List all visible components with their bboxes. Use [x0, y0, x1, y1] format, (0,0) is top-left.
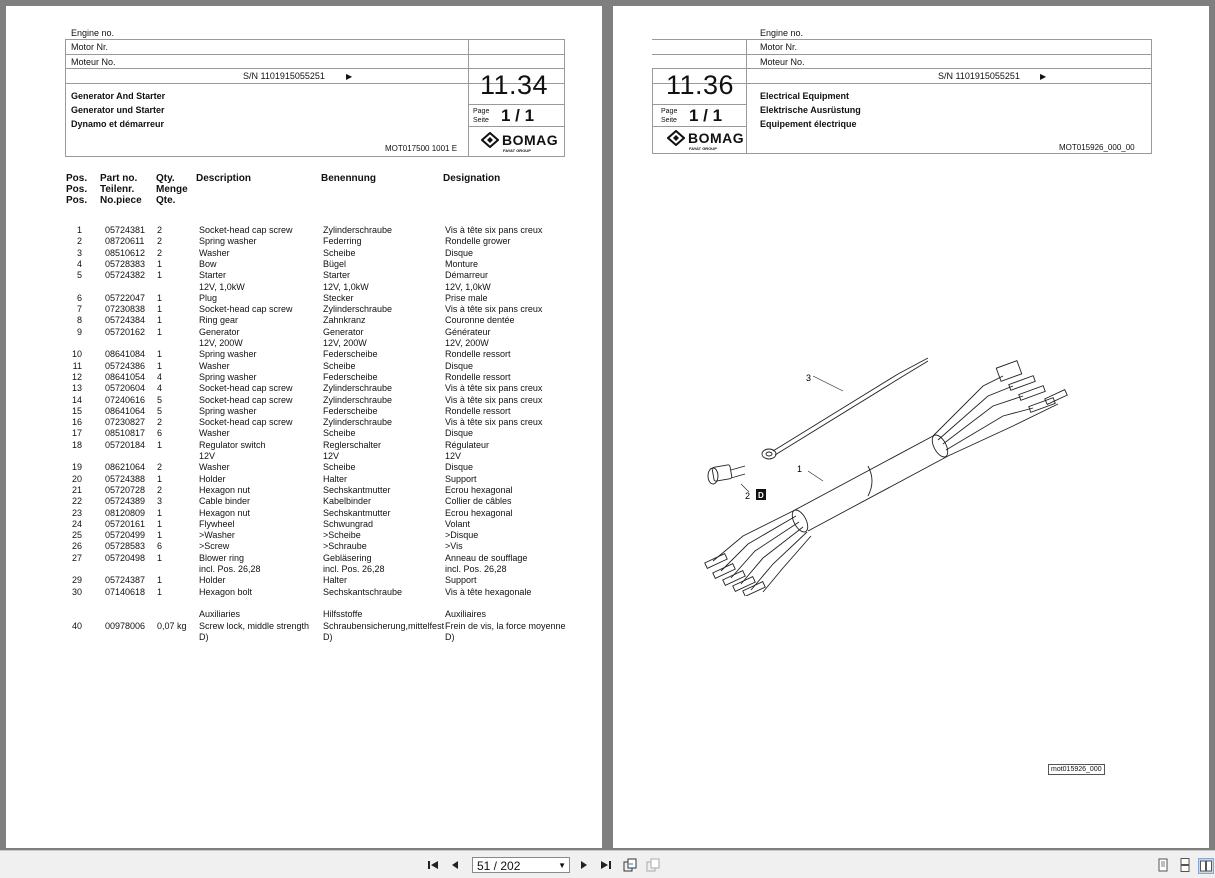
- cell-des: >Disque: [445, 530, 479, 541]
- cell-des: Ecrou hexagonal: [445, 484, 513, 495]
- cell-qty: 1: [157, 258, 163, 269]
- cell-qty: 1: [157, 575, 163, 586]
- cell-part: 08641064: [105, 405, 146, 416]
- divider: [65, 156, 565, 157]
- cell-part: 07230838: [105, 304, 146, 315]
- pin-terminal: [705, 554, 727, 569]
- cell-desc: Starter: [199, 270, 227, 281]
- cell-ben: >Scheibe: [323, 530, 361, 541]
- cell-ben: 12V, 200W: [323, 338, 367, 348]
- cell-desc: incl. Pos. 26,28: [199, 564, 261, 574]
- cell-part: 05724381: [105, 225, 146, 235]
- cell-desc: Hexagon nut: [199, 507, 251, 518]
- cell-qty: 2: [157, 462, 163, 473]
- cell-desc: Hexagon bolt: [199, 586, 253, 597]
- cell-qty: 1: [157, 315, 163, 326]
- cell-des: Régulateur: [445, 439, 490, 450]
- divider: [652, 68, 1152, 69]
- cell-qty: 6: [157, 428, 163, 439]
- cell-desc: Washer: [199, 247, 230, 258]
- col-header-benennung: Benennung: [321, 173, 376, 184]
- cell-ben: 12V, 1,0kW: [323, 281, 369, 292]
- cell-qty: 1: [157, 360, 163, 371]
- cell-desc: Plug: [199, 292, 218, 303]
- cell-part: 08120809: [105, 507, 146, 518]
- cell-ben: Federscheibe: [323, 349, 378, 360]
- chevron-down-icon: ▼: [558, 861, 566, 870]
- cell-desc: Socket-head cap screw: [199, 304, 293, 315]
- bomag-diamond-icon: [667, 130, 685, 146]
- cell-pos: 29: [71, 575, 82, 586]
- cell-ben: Scheibe: [323, 428, 356, 439]
- cell-des: Vis à tête six pans creux: [445, 383, 543, 394]
- bomag-diamond-icon: [481, 132, 499, 148]
- cell-qty: 1: [157, 439, 163, 450]
- cell-des: D): [445, 631, 455, 642]
- cell-des: Rondelle grower: [445, 236, 511, 247]
- cell-qty: 1: [157, 326, 163, 337]
- cell-part: 07230827: [105, 417, 146, 428]
- cell-desc: Blower ring: [199, 552, 245, 563]
- cell-des: Démarreur: [445, 270, 489, 281]
- callout-2: 2: [745, 491, 751, 501]
- cell-desc: Bow: [199, 258, 217, 269]
- cell-des: Auxiliaires: [445, 609, 487, 620]
- cell-qty: 6: [157, 541, 163, 552]
- cell-ben: Generator: [323, 326, 364, 337]
- cell-qty: 3: [157, 496, 163, 507]
- cell-qty: 1: [157, 507, 163, 518]
- cell-ben: Sechskantmutter: [323, 507, 391, 518]
- divider: [65, 39, 565, 40]
- cell-desc: Washer: [199, 462, 230, 473]
- cell-pos: 9: [76, 326, 82, 337]
- cell-pos: 1: [76, 225, 82, 235]
- col-header-designation: Designation: [443, 173, 501, 184]
- serial-number: S/N 1101915055251: [243, 71, 325, 81]
- cell-pos: 20: [71, 473, 82, 484]
- divider: [652, 153, 1152, 154]
- cell-des: Disque: [445, 247, 474, 258]
- cell-part: 05720184: [105, 439, 146, 450]
- title-fr: Equipement électrique: [760, 119, 857, 129]
- cell-part: 05724387: [105, 575, 146, 586]
- cell-part: 05720498: [105, 552, 146, 563]
- cell-qty: 1: [157, 530, 163, 541]
- cell-pos: 22: [71, 496, 82, 507]
- cell-qty: 5: [157, 394, 163, 405]
- cell-des: Anneau de soufflage: [445, 552, 528, 563]
- first-page-icon[interactable]: [426, 858, 440, 872]
- cell-desc: Spring washer: [199, 236, 257, 247]
- cell-qty: 1: [157, 586, 163, 597]
- cell-part: 08720611: [105, 236, 145, 247]
- cell-des: Support: [445, 473, 477, 484]
- cell-qty: 1: [157, 518, 163, 529]
- cell-desc: >Screw: [199, 541, 230, 552]
- cell-desc: Ring gear: [199, 315, 239, 326]
- cell-part: 05720728: [105, 484, 146, 495]
- cell-des: Frein de vis, la force moyenne: [445, 620, 566, 631]
- cell-qty: 2: [157, 236, 163, 247]
- cell-part: 07140618: [105, 586, 146, 597]
- single-page-view-icon[interactable]: [1156, 858, 1170, 872]
- cell-pos: 26: [71, 541, 82, 552]
- divider: [652, 68, 653, 154]
- serial-arrow-icon: ▶: [346, 72, 353, 81]
- cell-desc: Generator: [199, 326, 240, 337]
- cell-desc: Socket-head cap screw: [199, 417, 293, 428]
- harness-sleeve: [793, 436, 933, 511]
- title-en: Generator And Starter: [71, 91, 166, 101]
- cell-qty: 4: [157, 371, 163, 382]
- cell-ben: Sechskantschraube: [323, 586, 403, 597]
- cell-ben: Halter: [323, 575, 348, 586]
- cell-pos: 23: [71, 507, 82, 518]
- cell-des: Vis à tête six pans creux: [445, 304, 543, 315]
- cell-part: 08510817: [105, 428, 146, 439]
- cell-ben: Zylinderschraube: [323, 394, 393, 405]
- left-page: [6, 6, 602, 848]
- page-label: Page: [473, 108, 490, 115]
- cell-qty: 1: [157, 292, 163, 303]
- cell-desc: >Washer: [199, 530, 235, 541]
- cell-desc: Auxiliaries: [199, 609, 241, 620]
- cell-des: 12V: [445, 451, 462, 461]
- cell-ben: Hilfsstoffe: [323, 609, 363, 620]
- figure-code: mot015926_000: [1048, 764, 1105, 775]
- cell-des: Support: [445, 575, 477, 586]
- cell-pos: 4: [76, 258, 82, 269]
- divider: [1151, 39, 1152, 154]
- cell-pos: 6: [76, 292, 82, 303]
- cell-desc: Cable binder: [199, 496, 251, 507]
- divider: [468, 126, 565, 127]
- divider: [564, 39, 565, 157]
- continuous-view-icon[interactable]: [1178, 858, 1192, 872]
- cell-pos: 21: [71, 484, 82, 495]
- divider: [65, 54, 565, 55]
- cell-ben: incl. Pos. 26,28: [323, 564, 385, 574]
- divider: [652, 54, 1152, 55]
- callout-d: D: [758, 491, 764, 500]
- doc-code: MOT017500 1001 E: [385, 144, 458, 153]
- cell-ben: Gebläsering: [323, 552, 372, 563]
- cell-qty: 0,07 kg: [157, 620, 187, 631]
- motor-nr-label: Motor Nr.: [760, 42, 798, 52]
- col-header-part: Part no. Teilenr. No.piece: [100, 173, 142, 206]
- cell-qty: 2: [157, 484, 163, 495]
- divider: [468, 39, 469, 69]
- callout-3: 3: [806, 373, 812, 383]
- cell-pos: 24: [71, 518, 82, 529]
- cell-ben: >Schraube: [323, 541, 367, 552]
- cell-des: Vis à tête six pans creux: [445, 225, 543, 235]
- cell-ben: D): [323, 631, 333, 642]
- cell-pos: 2: [76, 236, 82, 247]
- cell-pos: 25: [71, 530, 82, 541]
- engine-no-label: Engine no.: [71, 28, 115, 38]
- cell-ben: Stecker: [323, 292, 354, 303]
- cell-ben: Starter: [323, 270, 351, 281]
- cell-pos: 14: [71, 394, 82, 405]
- divider: [65, 68, 565, 69]
- page-count: 1 / 1: [689, 106, 723, 125]
- cell-ben: Zahnkranz: [323, 315, 366, 326]
- cell-qty: 1: [157, 270, 163, 281]
- cell-ben: Halter: [323, 473, 348, 484]
- cell-desc: Spring washer: [199, 371, 257, 382]
- ring-terminal: [762, 449, 776, 459]
- cell-pos: 8: [76, 315, 82, 326]
- cell-desc: D): [199, 631, 209, 642]
- title-de: Generator und Starter: [71, 105, 165, 115]
- wiring-harness-diagram: [683, 346, 1083, 596]
- cell-des: Vis à tête six pans creux: [445, 417, 543, 428]
- cell-pos: 18: [71, 439, 82, 450]
- col-header-description: Description: [196, 173, 252, 184]
- cell-desc: Socket-head cap screw: [199, 383, 293, 394]
- col-header-qty: Qty. Menge Qte.: [156, 173, 188, 206]
- cell-ben: Scheibe: [323, 247, 356, 258]
- page-indicator: 51 / 202: [477, 859, 521, 873]
- cell-ben: 12V: [323, 451, 340, 461]
- cell-ben: Zylinderschraube: [323, 383, 393, 394]
- cell-des: Ecrou hexagonal: [445, 507, 513, 518]
- logo-subtext: FAYAT GROUP: [503, 148, 531, 153]
- title-de: Elektrische Ausrüstung: [760, 105, 861, 115]
- cell-desc: 12V, 1,0kW: [199, 281, 245, 292]
- viewer-toolbar: [0, 850, 1215, 878]
- cell-qty: 4: [157, 383, 163, 394]
- cell-part: 05728583: [105, 541, 146, 552]
- cell-pos: 27: [71, 552, 82, 563]
- cell-desc: Socket-head cap screw: [199, 394, 293, 405]
- cell-pos: 40: [71, 620, 82, 631]
- cell-des: Disque: [445, 360, 474, 371]
- cell-desc: 12V: [199, 451, 216, 461]
- cell-ben: Scheibe: [323, 360, 356, 371]
- cell-desc: Holder: [199, 575, 226, 586]
- serial-number: S/N 1101915055251: [938, 71, 1020, 81]
- cell-pos: 16: [71, 417, 82, 428]
- cell-qty: 1: [157, 473, 163, 484]
- cell-ben: Bügel: [323, 258, 347, 269]
- section-number: 11.34: [480, 70, 549, 100]
- cell-ben: Zylinderschraube: [323, 417, 393, 428]
- cell-pos: 11: [72, 360, 82, 371]
- divider: [652, 39, 1152, 40]
- logo-subtext: FAYAT GROUP: [689, 146, 717, 151]
- page-label: Page: [661, 108, 678, 115]
- cell-pos: 30: [71, 586, 82, 597]
- cell-desc: Spring washer: [199, 349, 257, 360]
- serial-arrow-icon: ▶: [1040, 72, 1047, 81]
- cell-des: >Vis: [445, 541, 463, 552]
- cell-part: 05728383: [105, 258, 146, 269]
- cell-part: 05724386: [105, 360, 146, 371]
- cell-desc: Screw lock, middle strength: [199, 620, 310, 631]
- cell-ben: Federscheibe: [323, 371, 378, 382]
- logo-text: BOMAG: [502, 132, 559, 148]
- cell-part: 05724384: [105, 315, 146, 326]
- bomag-logo: [481, 132, 559, 153]
- seite-label: Seite: [661, 117, 677, 124]
- moteur-no-label: Moteur No.: [71, 57, 116, 67]
- cell-desc: Socket-head cap screw: [199, 225, 293, 235]
- cell-part: 05720162: [105, 326, 146, 337]
- cell-qty: 2: [157, 247, 163, 258]
- flat-connector: [996, 361, 1021, 382]
- cell-part: 08621064: [105, 462, 146, 473]
- cell-desc: Hexagon nut: [199, 484, 251, 495]
- rotate-icon[interactable]: [623, 858, 637, 872]
- cell-qty: 1: [157, 552, 163, 563]
- divider: [746, 39, 747, 154]
- cell-qty: 1: [157, 349, 163, 360]
- cell-ben: Sechskantmutter: [323, 484, 391, 495]
- cell-qty: 1: [157, 304, 163, 315]
- cell-desc: Washer: [199, 360, 230, 371]
- engine-no-label: Engine no.: [760, 28, 804, 38]
- fit-icon[interactable]: [646, 858, 660, 872]
- cell-des: Couronne dentée: [445, 315, 515, 326]
- cell-ben: Schraubensicherung,mittelfest: [323, 620, 445, 631]
- cell-part: 05720604: [105, 383, 146, 394]
- cell-des: Rondelle ressort: [445, 371, 511, 382]
- cell-pos: 17: [71, 428, 82, 439]
- divider: [65, 39, 66, 157]
- cell-part: 07240616: [105, 394, 146, 405]
- cell-pos: 15: [71, 405, 82, 416]
- two-page-view-icon[interactable]: [1198, 858, 1214, 874]
- section-number: 11.36: [666, 70, 735, 100]
- cell-ben: Reglerschalter: [323, 439, 382, 450]
- logo-text: BOMAG: [688, 130, 745, 146]
- divider: [652, 104, 747, 105]
- cell-ben: Scheibe: [323, 462, 356, 473]
- cell-part: 05720161: [105, 518, 146, 529]
- cell-des: Disque: [445, 428, 474, 439]
- cell-ben: Schwungrad: [323, 518, 374, 529]
- connector-plug: [712, 465, 732, 482]
- col-header-pos: Pos. Pos. Pos.: [66, 173, 88, 206]
- cell-ben: Federring: [323, 236, 362, 247]
- prev-page-icon[interactable]: [448, 858, 462, 872]
- cell-des: Volant: [445, 518, 471, 529]
- callout-1: 1: [797, 464, 803, 474]
- cell-ben: Zylinderschraube: [323, 225, 393, 235]
- cell-part: 05724388: [105, 473, 146, 484]
- cell-desc: Flywheel: [199, 518, 235, 529]
- cell-part: 08641054: [105, 371, 146, 382]
- cell-qty: 5: [157, 405, 163, 416]
- cell-part: 08510612: [105, 247, 146, 258]
- cell-part: 05722047: [105, 292, 146, 303]
- next-page-icon[interactable]: [577, 858, 591, 872]
- cell-pos: 19: [71, 462, 82, 473]
- cell-desc: Spring washer: [199, 405, 257, 416]
- title-fr: Dynamo et démarreur: [71, 119, 165, 129]
- cell-des: Prise male: [445, 292, 488, 303]
- cell-ben: Federscheibe: [323, 405, 378, 416]
- cell-qty: 2: [157, 225, 163, 235]
- cell-pos: 13: [71, 383, 82, 394]
- cell-des: 12V, 200W: [445, 338, 489, 348]
- doc-code: MOT015926_000_00: [1059, 143, 1135, 152]
- cell-desc: Washer: [199, 428, 230, 439]
- cell-desc: 12V, 200W: [199, 338, 243, 348]
- cell-part: 05720499: [105, 530, 146, 541]
- cell-des: Générateur: [445, 326, 491, 337]
- cell-pos: 7: [76, 304, 82, 315]
- last-page-icon[interactable]: [599, 858, 613, 872]
- cell-des: Disque: [445, 462, 474, 473]
- cell-des: 12V, 1,0kW: [445, 281, 491, 292]
- right-page: [613, 6, 1209, 848]
- cell-des: Vis à tête hexagonale: [445, 586, 532, 597]
- cell-des: Rondelle ressort: [445, 405, 511, 416]
- cell-part: 00978006: [105, 620, 146, 631]
- cell-part: 08641084: [105, 349, 146, 360]
- cell-qty: 2: [157, 417, 163, 428]
- cell-part: 05724389: [105, 496, 146, 507]
- cell-desc: Holder: [199, 473, 226, 484]
- page-number-select[interactable]: [472, 857, 570, 873]
- cell-pos: 3: [76, 247, 82, 258]
- cell-ben: Zylinderschraube: [323, 304, 393, 315]
- moteur-no-label: Moteur No.: [760, 57, 805, 67]
- ground-cable: [773, 374, 898, 451]
- cell-des: Collier de câbles: [445, 496, 512, 507]
- cell-pos: 10: [71, 349, 82, 360]
- cell-pos: 12: [71, 371, 82, 382]
- divider: [468, 68, 469, 157]
- cell-des: Vis à tête six pans creux: [445, 394, 543, 405]
- bomag-logo: [667, 130, 745, 151]
- cell-des: Rondelle ressort: [445, 349, 511, 360]
- divider: [468, 104, 565, 105]
- motor-nr-label: Motor Nr.: [71, 42, 109, 52]
- page-count: 1 / 1: [501, 106, 535, 125]
- cell-des: Monture: [445, 258, 479, 269]
- title-en: Electrical Equipment: [760, 91, 850, 101]
- cell-pos: 5: [76, 270, 82, 281]
- cell-part: 05724382: [105, 270, 146, 281]
- divider: [652, 126, 747, 127]
- cell-des: incl. Pos. 26,28: [445, 564, 507, 574]
- cell-desc: Regulator switch: [199, 439, 266, 450]
- seite-label: Seite: [473, 117, 489, 124]
- cell-ben: Kabelbinder: [323, 496, 372, 507]
